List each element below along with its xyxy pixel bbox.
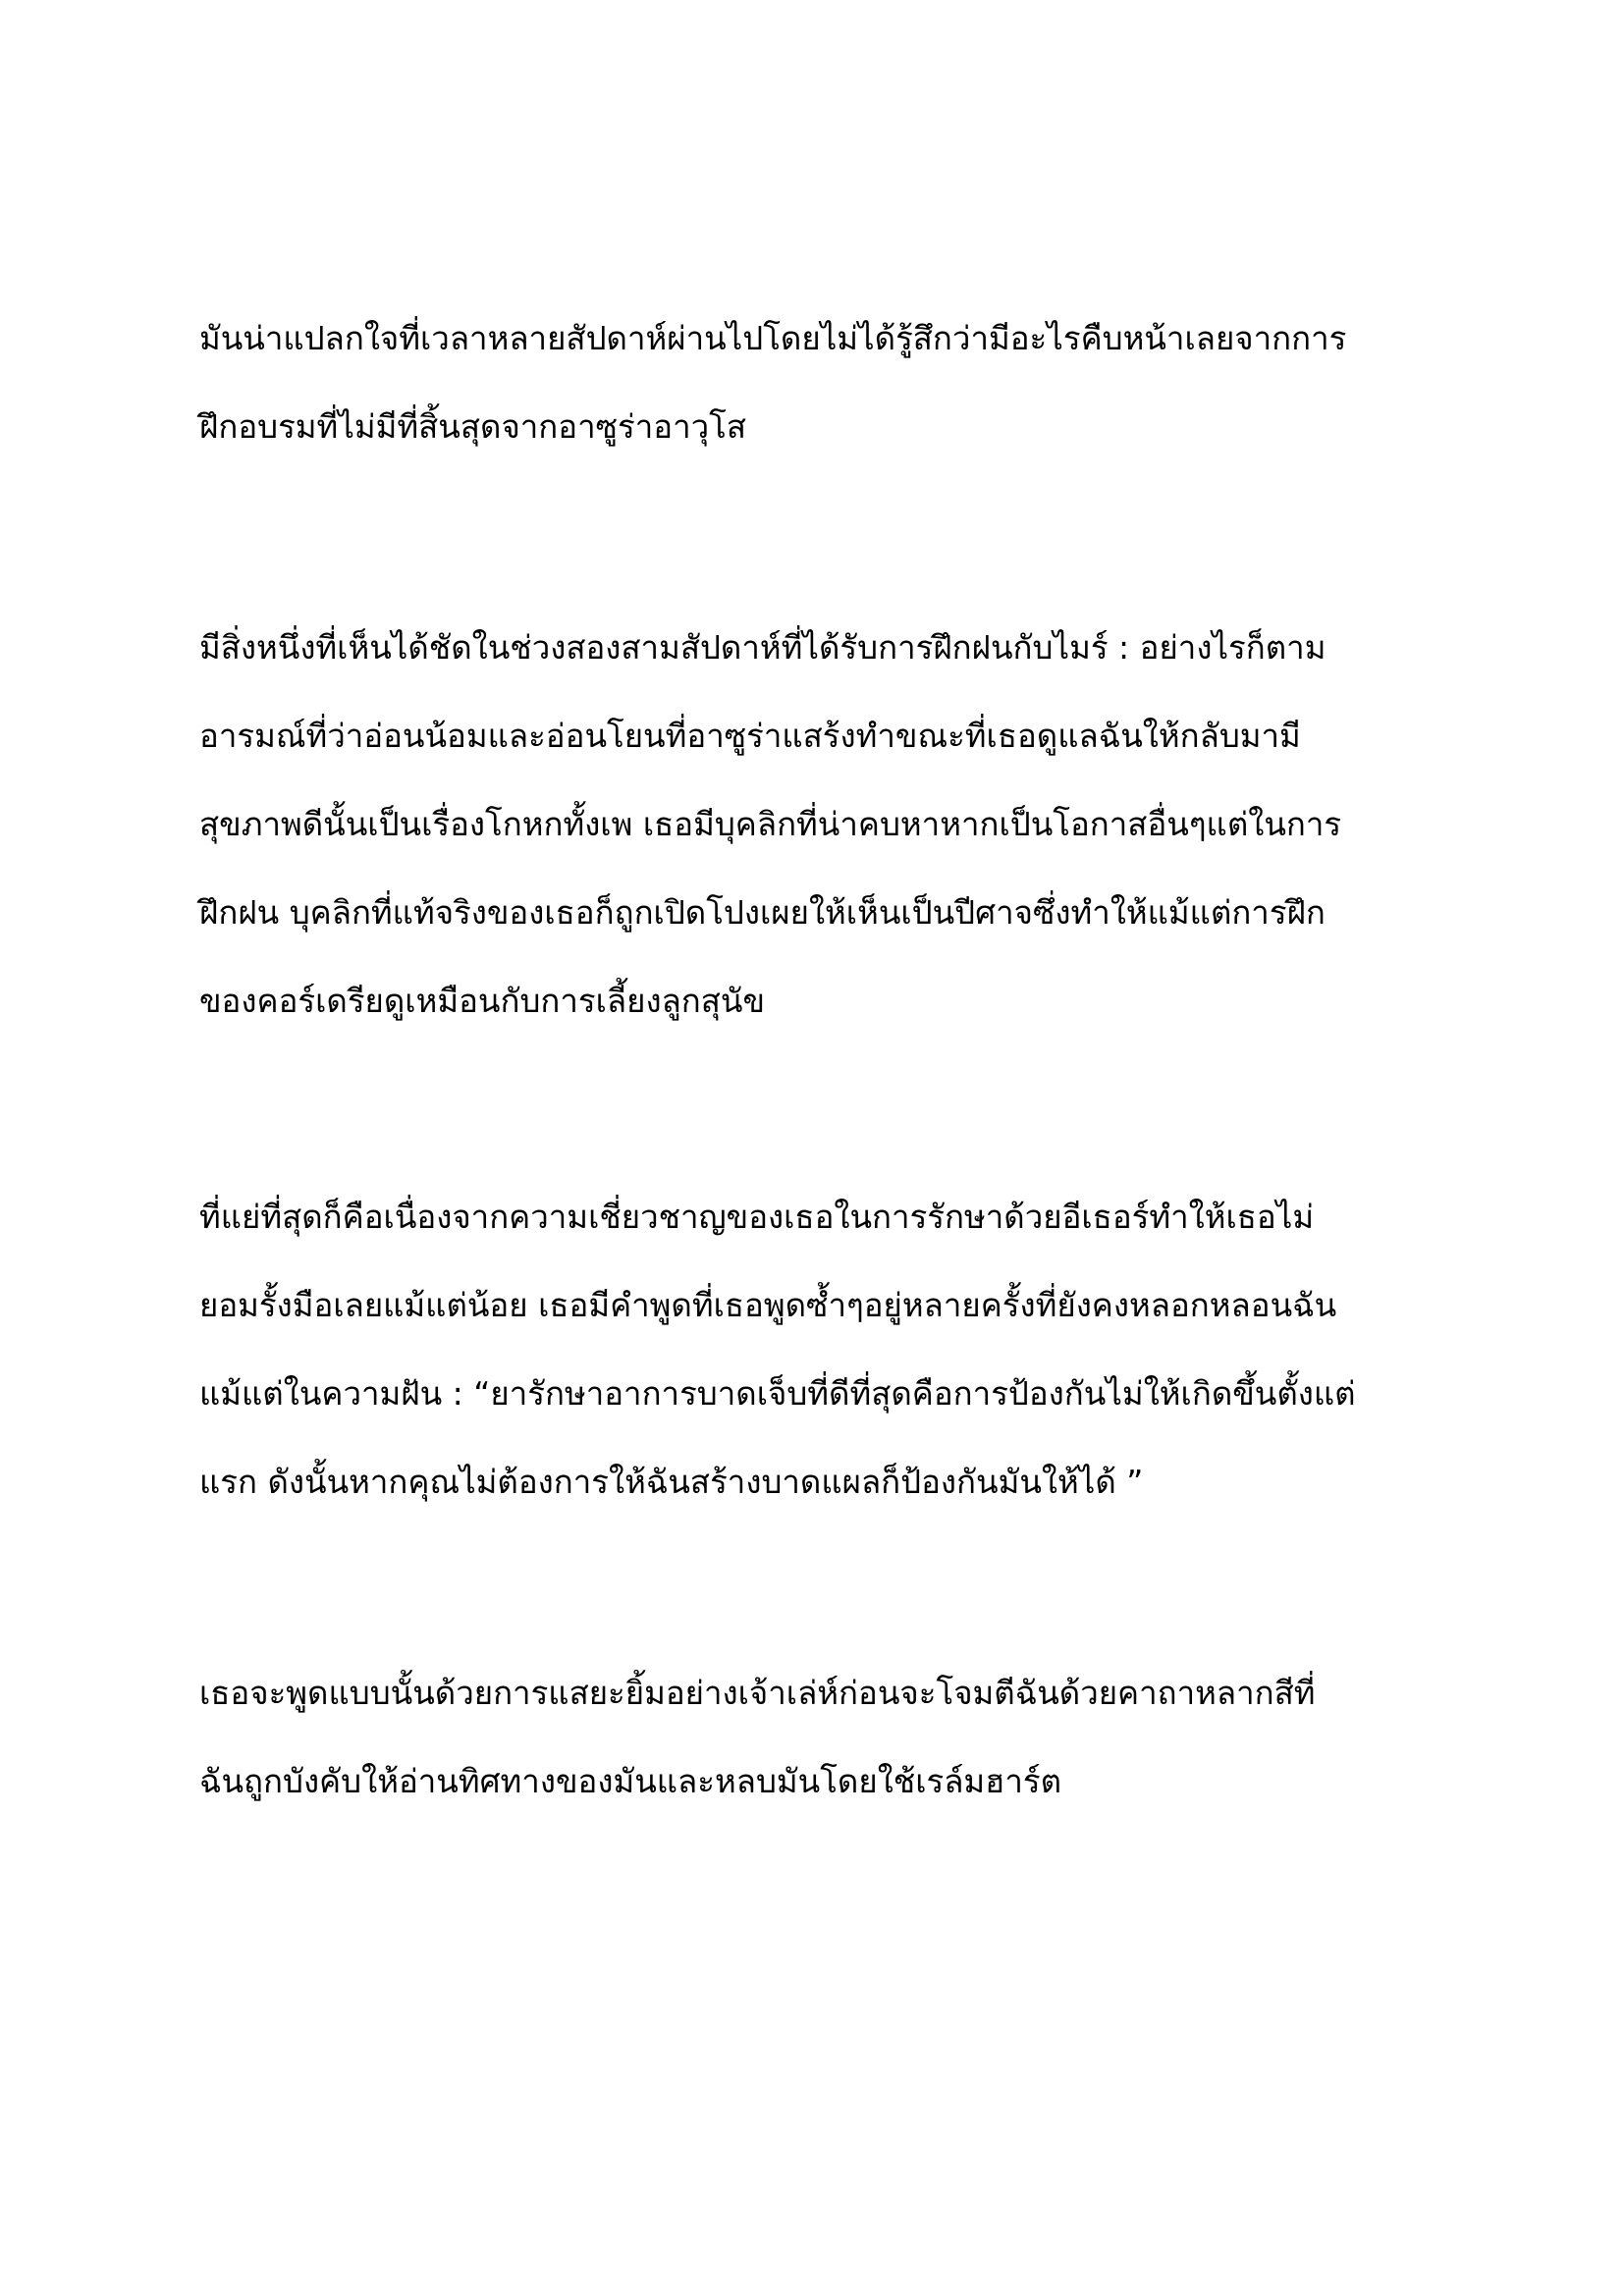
paragraph-line: ยอมรั้งมือเลยแม้แต่น้อย เธอมีคำพูดที่เธอพูดซ้ำๆอยู่หลายครั้งที่ยังคงหลอกหลอนฉัน	[199, 1286, 1337, 1324]
paragraph-line: มีสิ่งหนึ่งที่เห็นได้ชัดในช่วงสองสามสัปดาห์ที่ได้รับการฝึกฝนกับไมร์ : อย่างไรก็ตาม	[199, 628, 1326, 667]
paragraph-line: สุขภาพดีนั้นเป็นเรื่องโกหกทั้งเพ เธอมีบุคลิกที่น่าคบหาหากเป็นโอกาสอื่นๆแต่ในการ	[199, 805, 1342, 843]
paragraph-line: เธอจะพูดแบบนั้นด้วยการแสยะยิ้มอย่างเจ้าเล่ห์ก่อนจะโจมตีฉันด้วยคาถาหลากสีที่	[199, 1674, 1316, 1712]
paragraph-line: มันน่าแปลกใจที่เวลาหลายสัปดาห์ผ่านไปโดยไม่ได้รู้สึกว่ามีอะไรคืบหน้าเลยจากการ	[199, 319, 1347, 357]
paragraph-1	[199, 294, 1446, 471]
paragraph-line: ฉันถูกบังคับให้อ่านทิศทางของมันและหลบมันโดยใช้เรล์มฮาร์ต	[199, 1762, 1062, 1800]
paragraph-2	[199, 604, 1446, 1045]
paragraph-line: ของคอร์เดรียดูเหมือนกับการเลี้ยงลูกสุนัข	[199, 982, 766, 1020]
paragraph-line: ที่แย่ที่สุดก็คือเนื่องจากความเชี่ยวชาญของเธอในการรักษาด้วยอีเธอร์ทำให้เธอไม่	[199, 1198, 1315, 1236]
paragraph-3	[199, 1173, 1446, 1526]
paragraph-line: แรก ดังนั้นหากคุณไม่ต้องการให้ฉันสร้างบาดแผลก็ป้องกันมันให้ได้ ”	[199, 1463, 1144, 1501]
paragraph-line: อารมณ์ที่ว่าอ่อนน้อมและอ่อนโยนที่อาซูร่าแสร้งทำขณะที่เธอดูแลฉันให้กลับมามี	[199, 717, 1301, 755]
paragraph-4	[199, 1649, 1446, 1826]
paragraph-line: ฝึกอบรมที่ไม่มีที่สิ้นสุดจากอาซูร่าอาวุโส	[199, 407, 747, 446]
paragraph-line: ฝึกฝน บุคลิกที่แท้จริงของเธอก็ถูกเปิดโปงเผยให้เห็นเป็นปีศาจซึ่งทำให้แม้แต่การฝึก	[199, 893, 1326, 932]
paragraph-line: แม้แต่ในความฝัน : “ยารักษาอาการบาดเจ็บที่ดีที่สุดคือการป้องกันไม่ให้เกิดขึ้นตั้งแต่	[199, 1374, 1356, 1413]
